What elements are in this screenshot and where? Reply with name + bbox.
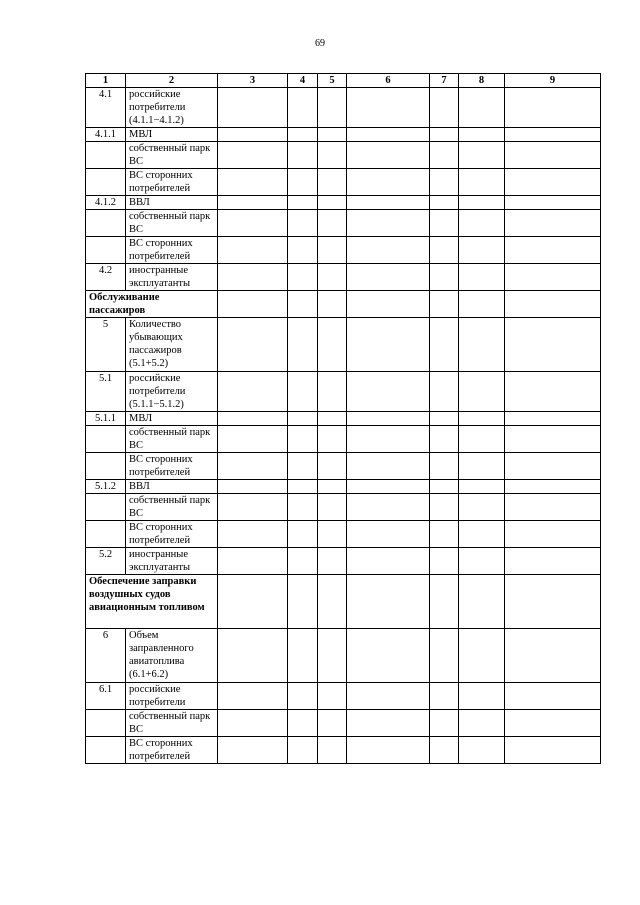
empty-cell (505, 710, 601, 737)
row-number: 5.1.2 (86, 480, 126, 494)
header-cell: 9 (505, 74, 601, 88)
empty-cell (218, 372, 288, 412)
table-row (86, 169, 601, 196)
empty-cell (347, 494, 430, 521)
row-number: 5.2 (86, 548, 126, 575)
empty-cell (288, 426, 318, 453)
empty-cell (288, 169, 318, 196)
empty-cell (288, 264, 318, 291)
empty-cell (505, 480, 601, 494)
empty-cell (318, 737, 347, 764)
empty-cell (288, 480, 318, 494)
empty-cell (288, 142, 318, 169)
empty-cell (318, 494, 347, 521)
empty-cell (318, 237, 347, 264)
empty-cell (459, 683, 505, 710)
table-row (86, 548, 601, 575)
empty-cell (430, 210, 459, 237)
empty-cell (505, 142, 601, 169)
table-row (86, 480, 601, 494)
empty-cell (347, 237, 430, 264)
row-label: собственный парк ВС (126, 494, 218, 521)
empty-cell (318, 318, 347, 372)
empty-cell (505, 494, 601, 521)
empty-cell (459, 412, 505, 426)
table-row (86, 710, 601, 737)
empty-cell (430, 142, 459, 169)
empty-cell (218, 264, 288, 291)
empty-cell (505, 291, 601, 318)
table-row (86, 521, 601, 548)
page-number: 69 (315, 38, 325, 49)
row-number: 6 (86, 629, 126, 683)
row-label: иностранные эксплуатанты (126, 548, 218, 575)
empty-cell (347, 412, 430, 426)
row-label: российские потребители (4.1.1−4.1.2) (126, 88, 218, 128)
row-number (86, 453, 126, 480)
header-cell: 8 (459, 74, 505, 88)
table-row (86, 372, 601, 412)
empty-cell (218, 494, 288, 521)
report-table (85, 73, 601, 764)
empty-cell (218, 318, 288, 372)
empty-cell (288, 710, 318, 737)
table-row (86, 629, 601, 683)
empty-cell (459, 210, 505, 237)
empty-cell (318, 710, 347, 737)
row-label: ВС сторонних потребителей (126, 453, 218, 480)
empty-cell (318, 629, 347, 683)
row-number: 6.1 (86, 683, 126, 710)
row-label: собственный парк ВС (126, 710, 218, 737)
section-row (86, 575, 601, 629)
empty-cell (318, 210, 347, 237)
empty-cell (459, 453, 505, 480)
row-label: собственный парк ВС (126, 210, 218, 237)
empty-cell (505, 88, 601, 128)
empty-cell (218, 737, 288, 764)
empty-cell (347, 453, 430, 480)
empty-cell (218, 412, 288, 426)
empty-cell (430, 629, 459, 683)
header-cell: 5 (318, 74, 347, 88)
empty-cell (430, 710, 459, 737)
empty-cell (318, 142, 347, 169)
empty-cell (505, 372, 601, 412)
table-row (86, 210, 601, 237)
header-cell: 1 (86, 74, 126, 88)
empty-cell (459, 237, 505, 264)
header-cell: 7 (430, 74, 459, 88)
empty-cell (218, 453, 288, 480)
empty-cell (347, 210, 430, 237)
empty-cell (505, 575, 601, 629)
empty-cell (218, 548, 288, 575)
empty-cell (347, 169, 430, 196)
empty-cell (318, 480, 347, 494)
empty-cell (430, 575, 459, 629)
empty-cell (218, 575, 288, 629)
empty-cell (318, 426, 347, 453)
header-row (86, 74, 601, 88)
empty-cell (318, 128, 347, 142)
empty-cell (288, 291, 318, 318)
empty-cell (459, 128, 505, 142)
table-row (86, 128, 601, 142)
empty-cell (430, 548, 459, 575)
empty-cell (288, 412, 318, 426)
empty-cell (218, 480, 288, 494)
row-label: российские потребители (126, 683, 218, 710)
empty-cell (218, 629, 288, 683)
empty-cell (430, 128, 459, 142)
empty-cell (347, 128, 430, 142)
empty-cell (505, 210, 601, 237)
empty-cell (459, 142, 505, 169)
empty-cell (347, 683, 430, 710)
row-label: иностранные эксплуатанты (126, 264, 218, 291)
empty-cell (347, 291, 430, 318)
empty-cell (288, 737, 318, 764)
empty-cell (288, 494, 318, 521)
empty-cell (218, 521, 288, 548)
row-number (86, 521, 126, 548)
empty-cell (288, 237, 318, 264)
empty-cell (430, 88, 459, 128)
empty-cell (430, 494, 459, 521)
empty-cell (288, 629, 318, 683)
empty-cell (288, 88, 318, 128)
empty-cell (459, 710, 505, 737)
empty-cell (505, 412, 601, 426)
empty-cell (459, 264, 505, 291)
row-label: ВС сторонних потребителей (126, 737, 218, 764)
empty-cell (505, 737, 601, 764)
table-row (86, 426, 601, 453)
empty-cell (318, 196, 347, 210)
row-label: МВЛ (126, 128, 218, 142)
empty-cell (505, 237, 601, 264)
table-row (86, 494, 601, 521)
empty-cell (347, 629, 430, 683)
empty-cell (218, 710, 288, 737)
row-number: 5.1.1 (86, 412, 126, 426)
empty-cell (347, 426, 430, 453)
empty-cell (288, 521, 318, 548)
empty-cell (505, 548, 601, 575)
row-number (86, 710, 126, 737)
row-number (86, 142, 126, 169)
empty-cell (318, 683, 347, 710)
row-label: собственный парк ВС (126, 426, 218, 453)
table-row (86, 737, 601, 764)
row-label: ВВЛ (126, 196, 218, 210)
empty-cell (430, 683, 459, 710)
empty-cell (288, 548, 318, 575)
row-label: Количество убывающих пассажиров (5.1+5.2) (126, 318, 218, 372)
row-number: 4.1.2 (86, 196, 126, 210)
empty-cell (505, 196, 601, 210)
empty-cell (459, 629, 505, 683)
empty-cell (430, 737, 459, 764)
empty-cell (318, 169, 347, 196)
empty-cell (288, 575, 318, 629)
empty-cell (505, 453, 601, 480)
header-cell: 6 (347, 74, 430, 88)
empty-cell (218, 128, 288, 142)
empty-cell (459, 372, 505, 412)
empty-cell (505, 318, 601, 372)
row-label: ВС сторонних потребителей (126, 521, 218, 548)
empty-cell (430, 169, 459, 196)
row-number: 4.1.1 (86, 128, 126, 142)
table-row (86, 196, 601, 210)
table-row (86, 683, 601, 710)
header-cell: 3 (218, 74, 288, 88)
empty-cell (430, 264, 459, 291)
row-label: ВВЛ (126, 480, 218, 494)
section-title: Обслуживание пассажиров (86, 291, 218, 318)
empty-cell (318, 88, 347, 128)
empty-cell (318, 575, 347, 629)
empty-cell (218, 88, 288, 128)
empty-cell (288, 453, 318, 480)
empty-cell (318, 264, 347, 291)
empty-cell (459, 196, 505, 210)
row-number: 5.1 (86, 372, 126, 412)
empty-cell (430, 196, 459, 210)
row-label: российские потребители (5.1.1−5.1.2) (126, 372, 218, 412)
empty-cell (459, 169, 505, 196)
row-label: МВЛ (126, 412, 218, 426)
table-row (86, 88, 601, 128)
empty-cell (318, 453, 347, 480)
empty-cell (430, 426, 459, 453)
row-number (86, 237, 126, 264)
section-title: Обеспечение заправки воздушных судов авиационным топливом (86, 575, 218, 629)
empty-cell (347, 575, 430, 629)
empty-cell (347, 318, 430, 372)
empty-cell (505, 521, 601, 548)
empty-cell (318, 548, 347, 575)
empty-cell (218, 169, 288, 196)
empty-cell (318, 291, 347, 318)
row-number (86, 426, 126, 453)
header-cell: 4 (288, 74, 318, 88)
empty-cell (318, 412, 347, 426)
empty-cell (288, 196, 318, 210)
empty-cell (347, 548, 430, 575)
empty-cell (459, 548, 505, 575)
empty-cell (430, 237, 459, 264)
empty-cell (430, 521, 459, 548)
row-label: Объем заправленного авиатоплива (6.1+6.2) (126, 629, 218, 683)
empty-cell (347, 480, 430, 494)
table-row (86, 237, 601, 264)
empty-cell (430, 372, 459, 412)
empty-cell (218, 210, 288, 237)
row-number: 5 (86, 318, 126, 372)
header-cell: 2 (126, 74, 218, 88)
empty-cell (347, 142, 430, 169)
empty-cell (505, 426, 601, 453)
empty-cell (505, 128, 601, 142)
row-number: 4.1 (86, 88, 126, 128)
empty-cell (288, 683, 318, 710)
empty-cell (505, 683, 601, 710)
empty-cell (430, 412, 459, 426)
table-row (86, 412, 601, 426)
empty-cell (318, 521, 347, 548)
empty-cell (218, 196, 288, 210)
empty-cell (218, 426, 288, 453)
empty-cell (318, 372, 347, 412)
empty-cell (459, 426, 505, 453)
empty-cell (347, 521, 430, 548)
empty-cell (505, 264, 601, 291)
empty-cell (288, 210, 318, 237)
empty-cell (459, 494, 505, 521)
table-row (86, 453, 601, 480)
empty-cell (218, 142, 288, 169)
row-number: 4.2 (86, 264, 126, 291)
empty-cell (459, 480, 505, 494)
table-row (86, 142, 601, 169)
empty-cell (505, 169, 601, 196)
row-label: собственный парк ВС (126, 142, 218, 169)
row-number (86, 169, 126, 196)
table-row (86, 318, 601, 372)
empty-cell (459, 318, 505, 372)
empty-cell (347, 196, 430, 210)
empty-cell (430, 318, 459, 372)
empty-cell (288, 372, 318, 412)
empty-cell (459, 521, 505, 548)
row-number (86, 210, 126, 237)
row-label: ВС сторонних потребителей (126, 237, 218, 264)
empty-cell (218, 683, 288, 710)
empty-cell (347, 372, 430, 412)
empty-cell (459, 737, 505, 764)
empty-cell (430, 480, 459, 494)
empty-cell (430, 291, 459, 318)
empty-cell (459, 291, 505, 318)
empty-cell (288, 128, 318, 142)
empty-cell (347, 264, 430, 291)
row-number (86, 494, 126, 521)
row-number (86, 737, 126, 764)
empty-cell (347, 710, 430, 737)
empty-cell (347, 737, 430, 764)
row-label: ВС сторонних потребителей (126, 169, 218, 196)
table-body (86, 88, 601, 764)
empty-cell (218, 237, 288, 264)
empty-cell (459, 575, 505, 629)
empty-cell (288, 318, 318, 372)
empty-cell (218, 291, 288, 318)
empty-cell (347, 88, 430, 128)
table-row (86, 264, 601, 291)
empty-cell (430, 453, 459, 480)
empty-cell (505, 629, 601, 683)
empty-cell (459, 88, 505, 128)
section-row (86, 291, 601, 318)
